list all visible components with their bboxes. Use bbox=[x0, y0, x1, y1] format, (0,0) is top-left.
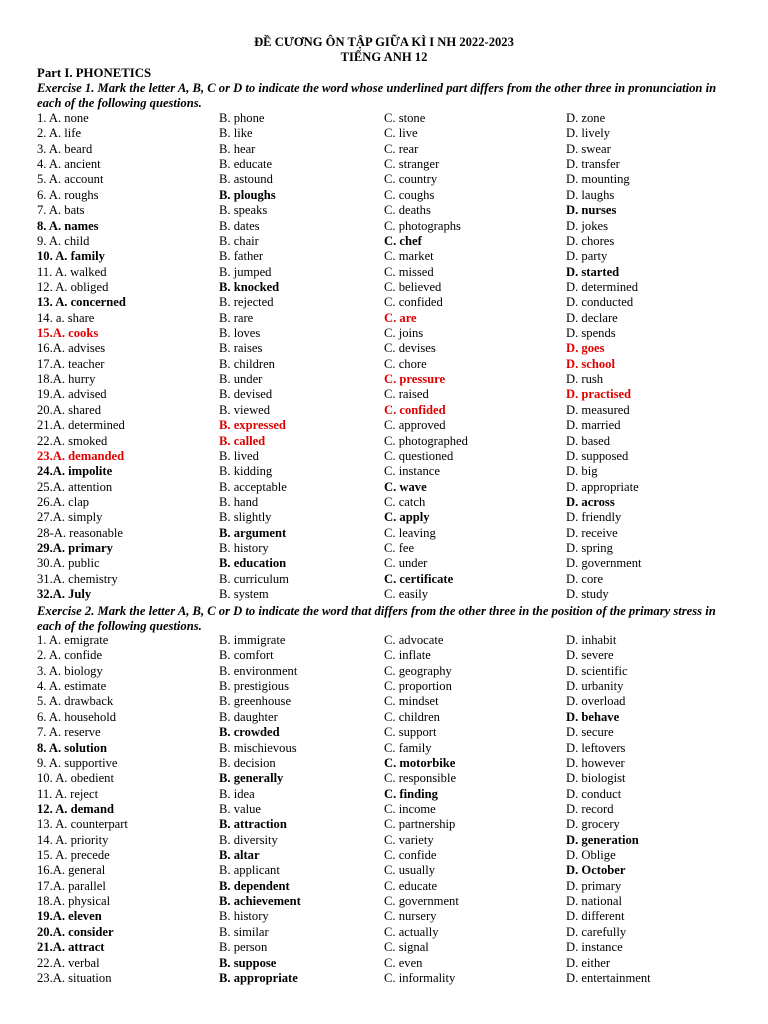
question-row bbox=[0, 971, 768, 986]
option-d: D. supposed bbox=[566, 448, 629, 463]
option-a: 12. A. obliged bbox=[37, 279, 109, 294]
option-d: D. scientific bbox=[566, 663, 628, 678]
option-c: C. market bbox=[384, 249, 434, 264]
option-a: 19.A. eleven bbox=[37, 909, 102, 924]
option-b: B. argument bbox=[219, 525, 287, 540]
option-d: D. appropriate bbox=[566, 479, 639, 494]
option-d: D. government bbox=[566, 556, 642, 571]
option-c: C. confided bbox=[384, 295, 443, 310]
option-b: B. curriculum bbox=[219, 571, 289, 586]
option-d: D. different bbox=[566, 909, 625, 924]
option-b: B. prestigious bbox=[219, 679, 289, 694]
option-a: 6. A. household bbox=[37, 709, 117, 724]
option-b: B. hear bbox=[219, 141, 256, 156]
option-b: B. altar bbox=[219, 848, 260, 863]
option-a: 20.A. consider bbox=[37, 924, 114, 939]
option-a: 5. A. account bbox=[37, 172, 104, 187]
option-c: C. live bbox=[384, 126, 418, 141]
option-b: B. dates bbox=[219, 218, 260, 233]
question-row bbox=[0, 510, 768, 525]
option-a: 10. A. family bbox=[37, 249, 105, 264]
option-d: D. leftovers bbox=[566, 740, 626, 755]
option-d: D. Oblige bbox=[566, 848, 616, 863]
option-c: C. partnership bbox=[384, 817, 456, 832]
option-a: 2. A. life bbox=[37, 126, 82, 141]
question-row bbox=[0, 249, 768, 264]
option-b: B. speaks bbox=[219, 203, 268, 218]
option-d: D. mounting bbox=[566, 172, 630, 187]
option-c: C. photographs bbox=[384, 218, 461, 233]
option-c: C. finding bbox=[384, 786, 438, 801]
option-d: D. goes bbox=[566, 341, 605, 356]
option-b: B. ploughs bbox=[219, 187, 276, 202]
option-d: D. October bbox=[566, 863, 626, 878]
option-b: B. knocked bbox=[219, 279, 280, 294]
option-a: 23.A. demanded bbox=[37, 448, 125, 463]
option-a: 18.A. physical bbox=[37, 894, 111, 909]
question-row bbox=[0, 556, 768, 571]
option-c: C. fee bbox=[384, 541, 415, 556]
option-c: C. informality bbox=[384, 970, 456, 985]
question-row bbox=[0, 664, 768, 679]
option-c: C. pressure bbox=[384, 372, 446, 387]
option-a: 1. A. emigrate bbox=[37, 633, 109, 647]
question-row bbox=[0, 694, 768, 709]
question-row bbox=[0, 787, 768, 802]
option-a: 32.A. July bbox=[37, 587, 92, 602]
option-c: C. inflate bbox=[384, 648, 431, 663]
option-c: C. chef bbox=[384, 233, 422, 248]
question-row bbox=[0, 311, 768, 326]
option-b: B. expressed bbox=[219, 418, 286, 433]
option-b: B. rejected bbox=[219, 295, 274, 310]
option-d: D. carefully bbox=[566, 924, 627, 939]
question-row bbox=[0, 219, 768, 234]
option-a: 4. A. ancient bbox=[37, 157, 101, 172]
option-b: B. viewed bbox=[219, 402, 271, 417]
question-row bbox=[0, 464, 768, 479]
option-c: C. are bbox=[384, 310, 417, 325]
option-d: D. spends bbox=[566, 326, 616, 341]
question-row bbox=[0, 265, 768, 280]
option-a: 14. a. share bbox=[37, 310, 95, 325]
option-c: C. rear bbox=[384, 141, 419, 156]
option-b: B. idea bbox=[219, 786, 255, 801]
option-a: 28-A. reasonable bbox=[37, 525, 124, 540]
option-d: D. determined bbox=[566, 279, 639, 294]
option-c: C. nursery bbox=[384, 909, 437, 924]
option-c: C. stone bbox=[384, 111, 426, 125]
option-b: B. lived bbox=[219, 448, 259, 463]
option-b: B. daughter bbox=[219, 709, 278, 724]
option-a: 18.A. hurry bbox=[37, 372, 96, 387]
option-b: B. person bbox=[219, 940, 268, 955]
option-b: B. jumped bbox=[219, 264, 272, 279]
question-row bbox=[0, 956, 768, 971]
question-row bbox=[0, 725, 768, 740]
option-a: 27.A. simply bbox=[37, 510, 103, 525]
question-row bbox=[0, 741, 768, 756]
option-d: D. big bbox=[566, 464, 598, 479]
option-b: B. father bbox=[219, 249, 264, 264]
option-c: C. stranger bbox=[384, 157, 440, 172]
option-c: C. questioned bbox=[384, 448, 454, 463]
question-row bbox=[0, 756, 768, 771]
question-row bbox=[0, 172, 768, 187]
option-a: 22.A. smoked bbox=[37, 433, 108, 448]
option-c: C. family bbox=[384, 740, 432, 755]
option-a: 23.A. situation bbox=[37, 970, 112, 985]
option-b: B. phone bbox=[219, 111, 265, 125]
option-c: C. government bbox=[384, 894, 459, 909]
option-c: C. joins bbox=[384, 326, 424, 341]
question-row bbox=[0, 434, 768, 449]
question-row bbox=[0, 295, 768, 310]
question-row bbox=[0, 587, 768, 602]
option-a: 26.A. clap bbox=[37, 494, 90, 509]
option-b: B. acceptable bbox=[219, 479, 287, 494]
option-a: 4. A. estimate bbox=[37, 679, 107, 694]
exercise-1-questions bbox=[0, 111, 768, 603]
question-row bbox=[0, 326, 768, 341]
option-d: D. generation bbox=[566, 832, 639, 847]
option-a: 5. A. drawback bbox=[37, 694, 114, 709]
option-a: 15. A. precede bbox=[37, 848, 110, 863]
option-c: C. deaths bbox=[384, 203, 431, 218]
option-d: D. declare bbox=[566, 310, 618, 325]
option-a: 25.A. attention bbox=[37, 479, 113, 494]
option-c: C. actually bbox=[384, 924, 439, 939]
option-b: B. education bbox=[219, 556, 287, 571]
option-d: D. grocery bbox=[566, 817, 620, 832]
option-a: 17.A. parallel bbox=[37, 878, 106, 893]
option-d: D. either bbox=[566, 955, 611, 970]
question-row bbox=[0, 925, 768, 940]
option-b: B. chair bbox=[219, 233, 259, 248]
option-d: D. urbanity bbox=[566, 679, 624, 694]
option-b: B. astound bbox=[219, 172, 273, 187]
option-d: D. across bbox=[566, 494, 615, 509]
document-title: ĐỀ CƯƠNG ÔN TẬP GIỮA KÌ I NH 2022-2023 bbox=[254, 35, 514, 49]
option-b: B. rare bbox=[219, 310, 254, 325]
option-b: B. appropriate bbox=[219, 970, 298, 985]
option-b: B. dependent bbox=[219, 878, 290, 893]
question-row bbox=[0, 863, 768, 878]
option-c: C. mindset bbox=[384, 694, 439, 709]
option-c: C. support bbox=[384, 725, 437, 740]
option-b: B. hand bbox=[219, 494, 259, 509]
option-d: D. study bbox=[566, 587, 609, 602]
option-b: B. attraction bbox=[219, 817, 287, 832]
option-d: D. primary bbox=[566, 878, 622, 893]
option-d: D. severe bbox=[566, 648, 614, 663]
question-row bbox=[0, 372, 768, 387]
option-b: B. history bbox=[219, 909, 269, 924]
option-d: D. record bbox=[566, 801, 614, 816]
option-d: D. laughs bbox=[566, 187, 615, 202]
option-c: C. under bbox=[384, 556, 428, 571]
option-c: C. devises bbox=[384, 341, 436, 356]
option-b: B. value bbox=[219, 801, 261, 816]
document-subtitle: TIẾNG ANH 12 bbox=[340, 50, 428, 64]
option-b: B. decision bbox=[219, 755, 276, 770]
exercise-2-questions bbox=[0, 633, 768, 986]
option-b: B. devised bbox=[219, 387, 273, 402]
question-row bbox=[0, 541, 768, 556]
option-d: D. jokes bbox=[566, 218, 608, 233]
option-a: 31.A. chemistry bbox=[37, 571, 118, 586]
option-b: B. system bbox=[219, 587, 269, 602]
option-a: 6. A. roughs bbox=[37, 187, 99, 202]
option-c: C. motorbike bbox=[384, 755, 456, 770]
question-row bbox=[0, 387, 768, 402]
option-a: 11. A. walked bbox=[37, 264, 107, 279]
option-d: D. however bbox=[566, 755, 625, 770]
option-b: B. environment bbox=[219, 663, 298, 678]
option-d: D. spring bbox=[566, 541, 613, 556]
option-b: B. loves bbox=[219, 326, 261, 341]
question-row bbox=[0, 357, 768, 372]
option-b: B. called bbox=[219, 433, 266, 448]
question-row bbox=[0, 940, 768, 955]
option-a: 11. A. reject bbox=[37, 786, 99, 801]
option-a: 21.A. determined bbox=[37, 418, 125, 433]
option-a: 16.A. general bbox=[37, 863, 106, 878]
option-d: D. national bbox=[566, 894, 622, 909]
exercise-2-instruction: Exercise 2. Mark the letter A, B, C or D to indicate the word that differs from the other three in the position of the primary stress in each of the following questions. bbox=[37, 604, 716, 634]
option-b: B. kidding bbox=[219, 464, 273, 479]
option-c: C. income bbox=[384, 801, 436, 816]
option-b: B. comfort bbox=[219, 648, 274, 663]
option-c: C. raised bbox=[384, 387, 429, 402]
option-a: 8. A. solution bbox=[37, 740, 107, 755]
option-b: B. educate bbox=[219, 157, 273, 172]
option-a: 14. A. priority bbox=[37, 832, 109, 847]
option-a: 3. A. biology bbox=[37, 663, 103, 678]
question-row bbox=[0, 449, 768, 464]
option-c: C. even bbox=[384, 955, 423, 970]
option-c: C. variety bbox=[384, 832, 434, 847]
option-a: 12. A. demand bbox=[37, 801, 114, 816]
question-row bbox=[0, 802, 768, 817]
option-c: C. missed bbox=[384, 264, 434, 279]
option-d: D. instance bbox=[566, 940, 623, 955]
question-row bbox=[0, 188, 768, 203]
question-row bbox=[0, 879, 768, 894]
option-a: 1. A. none bbox=[37, 111, 89, 125]
question-row bbox=[0, 495, 768, 510]
question-row bbox=[0, 142, 768, 157]
option-c: C. usually bbox=[384, 863, 436, 878]
option-d: D. based bbox=[566, 433, 611, 448]
option-a: 7. A. reserve bbox=[37, 725, 101, 740]
option-a: 9. A. child bbox=[37, 233, 90, 248]
option-c: C. chore bbox=[384, 356, 427, 371]
option-b: B. suppose bbox=[219, 955, 277, 970]
option-c: C. proportion bbox=[384, 679, 452, 694]
option-a: 13. A. counterpart bbox=[37, 817, 128, 832]
part-heading: Part I. PHONETICS bbox=[37, 66, 152, 80]
question-row bbox=[0, 833, 768, 848]
option-d: D. zone bbox=[566, 111, 606, 125]
option-a: 24.A. impolite bbox=[37, 464, 113, 479]
option-d: D. swear bbox=[566, 141, 611, 156]
question-row bbox=[0, 817, 768, 832]
option-a: 9. A. supportive bbox=[37, 755, 118, 770]
option-d: D. conduct bbox=[566, 786, 622, 801]
option-b: B. generally bbox=[219, 771, 284, 786]
option-d: D. overload bbox=[566, 694, 626, 709]
option-d: D. core bbox=[566, 571, 604, 586]
option-a: 10. A. obedient bbox=[37, 771, 114, 786]
question-row bbox=[0, 111, 768, 126]
option-a: 17.A. teacher bbox=[37, 356, 105, 371]
option-a: 8. A. names bbox=[37, 218, 99, 233]
question-row bbox=[0, 909, 768, 924]
question-row bbox=[0, 234, 768, 249]
option-d: D. lively bbox=[566, 126, 611, 141]
option-b: B. applicant bbox=[219, 863, 280, 878]
option-a: 7. A. bats bbox=[37, 203, 85, 218]
option-c: C. coughs bbox=[384, 187, 435, 202]
question-row bbox=[0, 572, 768, 587]
option-b: B. history bbox=[219, 541, 269, 556]
question-row bbox=[0, 771, 768, 786]
option-d: D. entertainment bbox=[566, 970, 651, 985]
option-d: D. practised bbox=[566, 387, 632, 402]
option-d: D. school bbox=[566, 356, 615, 371]
option-b: B. achievement bbox=[219, 894, 301, 909]
option-b: B. slightly bbox=[219, 510, 272, 525]
option-c: C. educate bbox=[384, 878, 438, 893]
question-row bbox=[0, 157, 768, 172]
option-a: 13. A. concerned bbox=[37, 295, 126, 310]
question-row bbox=[0, 648, 768, 663]
option-c: C. approved bbox=[384, 418, 446, 433]
option-c: C. catch bbox=[384, 494, 426, 509]
question-row bbox=[0, 418, 768, 433]
option-a: 30.A. public bbox=[37, 556, 100, 571]
question-row bbox=[0, 526, 768, 541]
option-c: C. confided bbox=[384, 402, 446, 417]
option-b: B. children bbox=[219, 356, 275, 371]
option-c: C. confide bbox=[384, 848, 437, 863]
option-c: C. certificate bbox=[384, 571, 454, 586]
option-a: 29.A. primary bbox=[37, 541, 113, 556]
option-c: C. leaving bbox=[384, 525, 436, 540]
option-d: D. party bbox=[566, 249, 608, 264]
question-row bbox=[0, 341, 768, 356]
option-d: D. transfer bbox=[566, 157, 620, 172]
option-a: 21.A. attract bbox=[37, 940, 105, 955]
option-b: B. raises bbox=[219, 341, 263, 356]
question-row bbox=[0, 480, 768, 495]
option-c: C. signal bbox=[384, 940, 429, 955]
question-row bbox=[0, 203, 768, 218]
option-d: D. nurses bbox=[566, 203, 617, 218]
option-b: B. like bbox=[219, 126, 253, 141]
option-d: D. secure bbox=[566, 725, 614, 740]
exercise-1-instruction: Exercise 1. Mark the letter A, B, C or D to indicate the word whose underlined part differs from the other three in pronunciation in each of the following questions. bbox=[37, 81, 717, 111]
question-row bbox=[0, 710, 768, 725]
option-b: B. under bbox=[219, 372, 263, 387]
option-a: 15.A. cooks bbox=[37, 326, 99, 341]
option-c: C. advocate bbox=[384, 633, 444, 647]
option-d: D. married bbox=[566, 418, 621, 433]
question-row bbox=[0, 126, 768, 141]
option-a: 16.A. advises bbox=[37, 341, 106, 356]
option-c: C. geography bbox=[384, 663, 452, 678]
option-d: D. started bbox=[566, 264, 620, 279]
question-row bbox=[0, 633, 768, 648]
option-c: C. apply bbox=[384, 510, 430, 525]
option-a: 2. A. confide bbox=[37, 648, 103, 663]
option-d: D. measured bbox=[566, 402, 630, 417]
option-c: C. photographed bbox=[384, 433, 468, 448]
option-d: D. inhabit bbox=[566, 633, 617, 647]
question-row bbox=[0, 679, 768, 694]
option-d: D. behave bbox=[566, 709, 620, 724]
option-a: 20.A. shared bbox=[37, 402, 102, 417]
option-c: C. wave bbox=[384, 479, 427, 494]
option-b: B. diversity bbox=[219, 832, 278, 847]
question-row bbox=[0, 280, 768, 295]
option-a: 22.A. verbal bbox=[37, 955, 100, 970]
option-c: C. instance bbox=[384, 464, 440, 479]
option-d: D. conducted bbox=[566, 295, 634, 310]
option-c: C. easily bbox=[384, 587, 429, 602]
option-c: C. responsible bbox=[384, 771, 457, 786]
option-d: D. biologist bbox=[566, 771, 626, 786]
option-b: B. similar bbox=[219, 924, 269, 939]
question-row bbox=[0, 403, 768, 418]
option-d: D. friendly bbox=[566, 510, 622, 525]
option-b: B. greenhouse bbox=[219, 694, 292, 709]
option-b: B. immigrate bbox=[219, 633, 286, 647]
option-a: 3. A. beard bbox=[37, 141, 93, 156]
option-b: B. crowded bbox=[219, 725, 280, 740]
option-d: D. receive bbox=[566, 525, 618, 540]
option-d: D. rush bbox=[566, 372, 604, 387]
option-a: 19.A. advised bbox=[37, 387, 107, 402]
option-c: C. children bbox=[384, 709, 440, 724]
question-row bbox=[0, 894, 768, 909]
option-b: B. mischievous bbox=[219, 740, 297, 755]
question-row bbox=[0, 848, 768, 863]
option-d: D. chores bbox=[566, 233, 615, 248]
option-c: C. believed bbox=[384, 279, 442, 294]
option-c: C. country bbox=[384, 172, 438, 187]
